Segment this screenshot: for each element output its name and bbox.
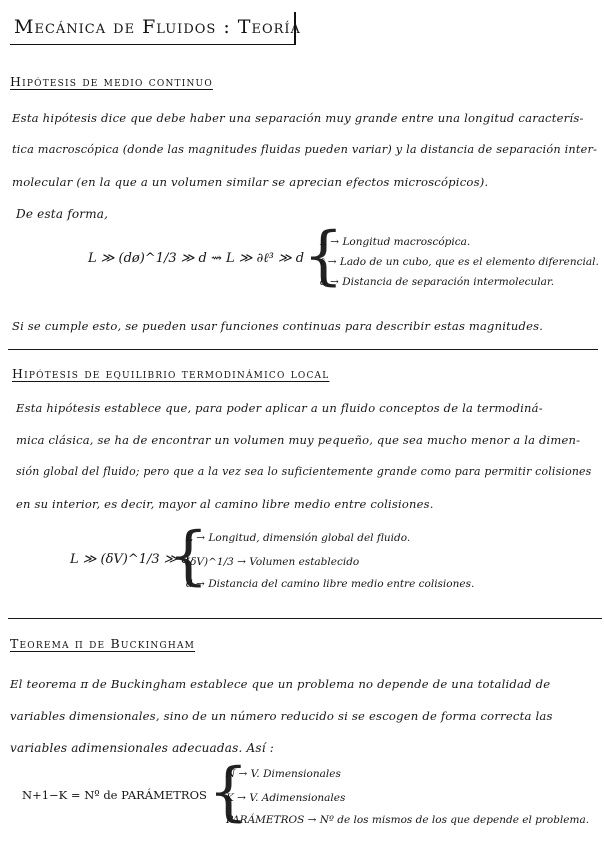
definition-line: L → Longitud macroscópica. [320, 236, 471, 248]
paragraph-line: De esta forma, [16, 207, 109, 221]
paragraph-line: Esta hipótesis establece que, para poder aplicar a un fluido conceptos de la termodiná- [16, 401, 543, 415]
formula-buckingham: N+1−K = Nº de PARÁMETROS [22, 788, 207, 802]
definition-line: PARÁMETROS → Nº de los mismos de los que depende el problema. [226, 814, 590, 826]
brace: { [208, 755, 249, 829]
formula-equilibrio: L ≫ (δV)^1/3 ≫ d [70, 552, 190, 567]
definition-line: d → Distancia del camino libre medio entre colisiones. [186, 578, 475, 590]
definition-line: L → Longitud, dimensión global del fluido. [186, 532, 411, 544]
divider [8, 349, 598, 350]
definition-line: d → Distancia de separación intermolecular. [320, 276, 555, 288]
section-heading-buckingham: Teorema π de Buckingham [10, 636, 196, 651]
divider [8, 618, 602, 619]
paragraph-line: tica macroscópica (donde las magnitudes fluidas pueden variar) y la distancia de separación inter- [12, 143, 598, 156]
definition-line: N → V. Dimensionales [226, 768, 341, 780]
brace: { [303, 219, 344, 293]
definition-line: ℓ → Lado de un cubo, que es el elemento diferencial. [320, 256, 599, 268]
paragraph-line: molecular (en la que a un volumen similar se aprecian efectos microscópicos). [12, 175, 489, 189]
formula-medio-continuo: L ≫ (dø)^1/3 ≫ d ⇝ L ≫ ∂ℓ³ ≫ d [88, 251, 305, 266]
paragraph-line: Si se cumple esto, se pueden usar funciones continuas para describir estas magnitudes. [12, 319, 544, 333]
paragraph-line: mica clásica, se ha de encontrar un volumen muy pequeño, que sea mucho menor a la dimen- [16, 433, 581, 447]
paragraph-line: variables adimensionales adecuadas. Así : [10, 741, 275, 755]
section-heading-medio-continuo: Hipótesis de medio continuo [10, 74, 213, 89]
page-title: Mecánica de Fluidos : Teoría [14, 16, 301, 38]
paragraph-line: Esta hipótesis dice que debe haber una separación muy grande entre una longitud caracterís- [12, 111, 584, 125]
paragraph-line: sión global del fluido; pero que a la vez sea lo suficientemente grande como para permitir colisiones [16, 465, 592, 478]
definition-line: K → V. Adimensionales [226, 792, 346, 804]
definition-line: (δV)^1/3 → Volumen establecido [186, 556, 360, 568]
paragraph-line: en su interior, es decir, mayor al camino libre medio entre colisiones. [16, 497, 434, 511]
section-heading-equilibrio: Hipótesis de equilibrio termodinámico local [12, 366, 330, 381]
brace: { [168, 519, 209, 593]
paragraph-line: variables dimensionales, sino de un número reducido si se escogen de forma correcta las [10, 709, 553, 723]
paragraph-line: El teorema π de Buckingham establece que un problema no depende de una totalidad de [10, 677, 551, 691]
